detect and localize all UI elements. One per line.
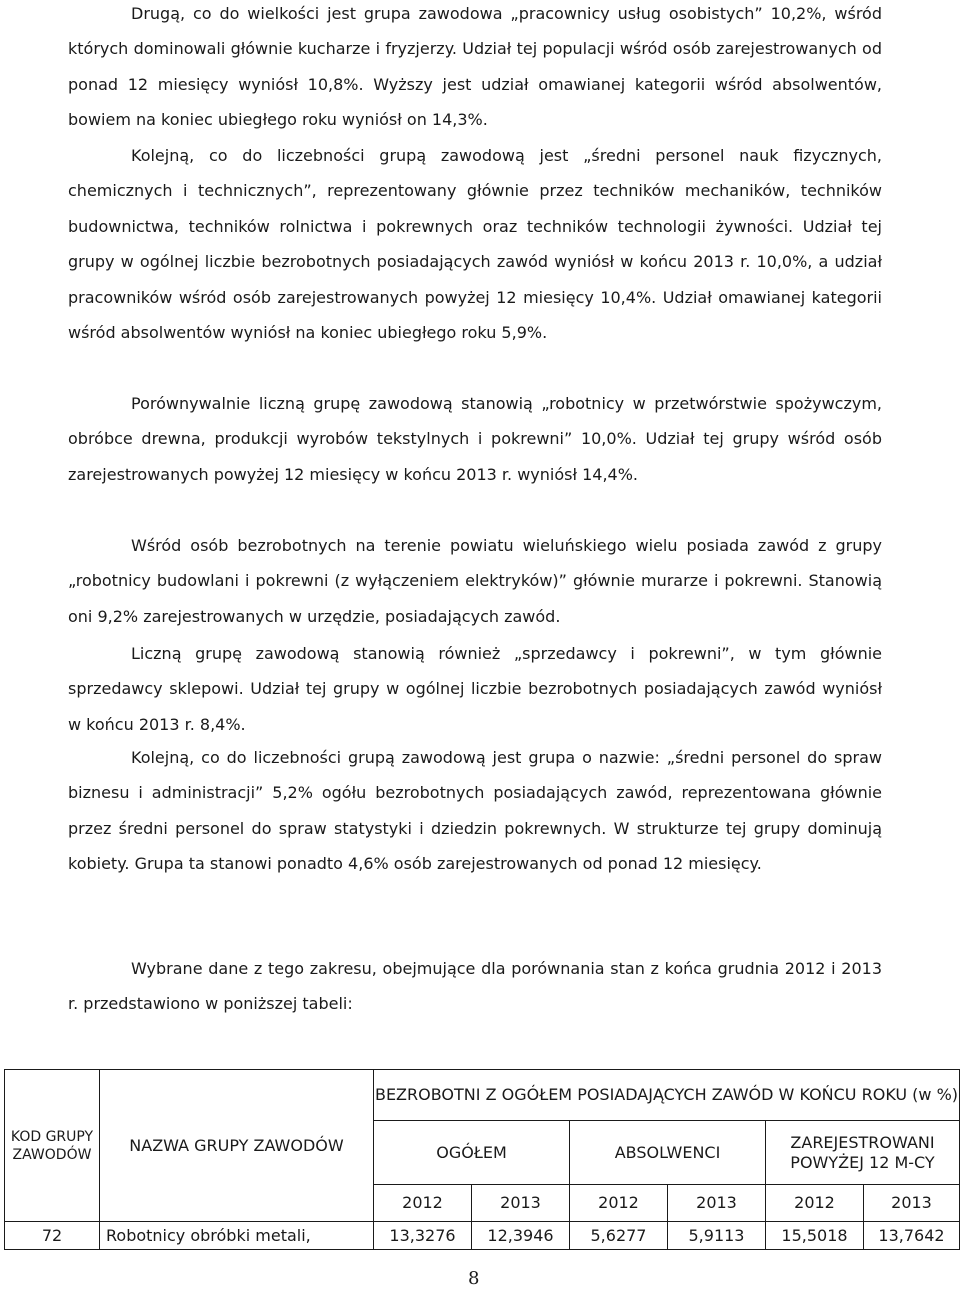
table-row xyxy=(5,1222,960,1250)
paragraph-personal-services: Drugą, co do wielkości jest grupa zawodowa „pracownicy usług osobistych” 10,2%, wśród których dominowali głównie kucharze i fryzjerzy. Udział tej populacji wśród osób zarejestrowanych od ponad 12 miesięcy wyniósł 10,8%. Wyższy jest udział omawianej kategorii wśród absolwentów, bowiem na koniec ubiegłego roku wyniósł on 14,3%. xyxy=(68,4,882,130)
paragraph-table-intro: Wybrane dane z tego zakresu, obejmujące dla porównania stan z końca grudnia 2012 i 2013 r. przedstawiono w poniższej tabeli: xyxy=(68,959,882,1014)
paragraph-food-processing-workers: Porównywalnie liczną grupę zawodową stanowią „robotnicy w przetwórstwie spożywczym, obróbce drewna, produkcji wyrobów tekstylnych i pokrewni” 10,0%. Udział tej grupy wśród osób zarejestrowanych powyżej 12 miesięcy w końcu 2013 r. wyniósł 14,4%. xyxy=(68,394,882,484)
year-cell: 2012 xyxy=(570,1185,668,1222)
row-value: 13,7642 xyxy=(864,1222,960,1250)
header-group: BEZROBOTNI Z OGÓŁEM POSIADAJĄCYCH ZAWÓD W KOŃCU ROKU (w %) xyxy=(374,1070,960,1121)
paragraph-technical-personnel: Kolejną, co do liczebności grupą zawodową jest „średni personel nauk fizycznych, chemicznych i technicznych”, reprezentowany głównie przez techników mechaników, techników budownictwa, techników rolnictwa i pokrewnych oraz techników technologii żywności. Udział tej grupy w ogólnej liczbie bezrobotnych posiadających zawód wyniósł w końcu 2013 r. 10,0%, a udział pracowników wśród osób zarejestrowanych powyżej 12 miesięcy 10,4%. Udział omawianej kategorii wśród absolwentów wyniósł na koniec ubiegłego roku 5,9%. xyxy=(68,146,882,343)
row-code: 72 xyxy=(5,1222,100,1250)
row-value: 15,5018 xyxy=(766,1222,864,1250)
year-cell: 2012 xyxy=(374,1185,472,1222)
row-value: 13,3276 xyxy=(374,1222,472,1250)
occupation-groups-table xyxy=(4,1069,960,1250)
year-cell: 2013 xyxy=(864,1185,960,1222)
paragraph-sales-workers: Liczną grupę zawodową stanowią również „sprzedawcy i pokrewni”, w tym głównie sprzedawcy sklepowi. Udział tej grupy w ogólnej liczbie bezrobotnych posiadających zawód wyniósł w końcu 2013 r. 8,4%. xyxy=(68,644,882,734)
row-value: 5,6277 xyxy=(570,1222,668,1250)
year-cell: 2012 xyxy=(766,1185,864,1222)
year-cell: 2013 xyxy=(668,1185,766,1222)
header-code: KOD GRUPY ZAWODÓW xyxy=(5,1070,100,1222)
row-value: 5,9113 xyxy=(668,1222,766,1250)
header-total: OGÓŁEM xyxy=(374,1121,570,1185)
paragraph-business-personnel: Kolejną, co do liczebności grupą zawodową jest grupa o nazwie: „średni personel do spraw biznesu i administracji” 5,2% ogółu bezrobotnych posiadających zawód, reprezentowana głównie przez średni personel do spraw statystyki i dziedzin pokrewnych. W strukturze tej grupy dominują kobiety. Grupa ta stanowi ponadto 4,6% osób zarejestrowanych od ponad 12 miesięcy. xyxy=(68,748,882,874)
table-header-row xyxy=(5,1070,960,1121)
header-graduates: ABSOLWENCI xyxy=(570,1121,766,1185)
row-name: Robotnicy obróbki metali, xyxy=(100,1222,374,1250)
row-value: 12,3946 xyxy=(472,1222,570,1250)
page-number: 8 xyxy=(468,1268,480,1289)
header-registered-12m: ZAREJESTROWANI POWYŻEJ 12 M-CY xyxy=(766,1121,960,1185)
paragraph-construction-workers: Wśród osób bezrobotnych na terenie powiatu wieluńskiego wielu posiada zawód z grupy „robotnicy budowlani i pokrewni (z wyłączeniem elektryków)” głównie murarze i pokrewni. Stanowią oni 9,2% zarejestrowanych w urzędzie, posiadających zawód. xyxy=(68,536,882,626)
year-cell: 2013 xyxy=(472,1185,570,1222)
header-name: NAZWA GRUPY ZAWODÓW xyxy=(100,1070,374,1222)
